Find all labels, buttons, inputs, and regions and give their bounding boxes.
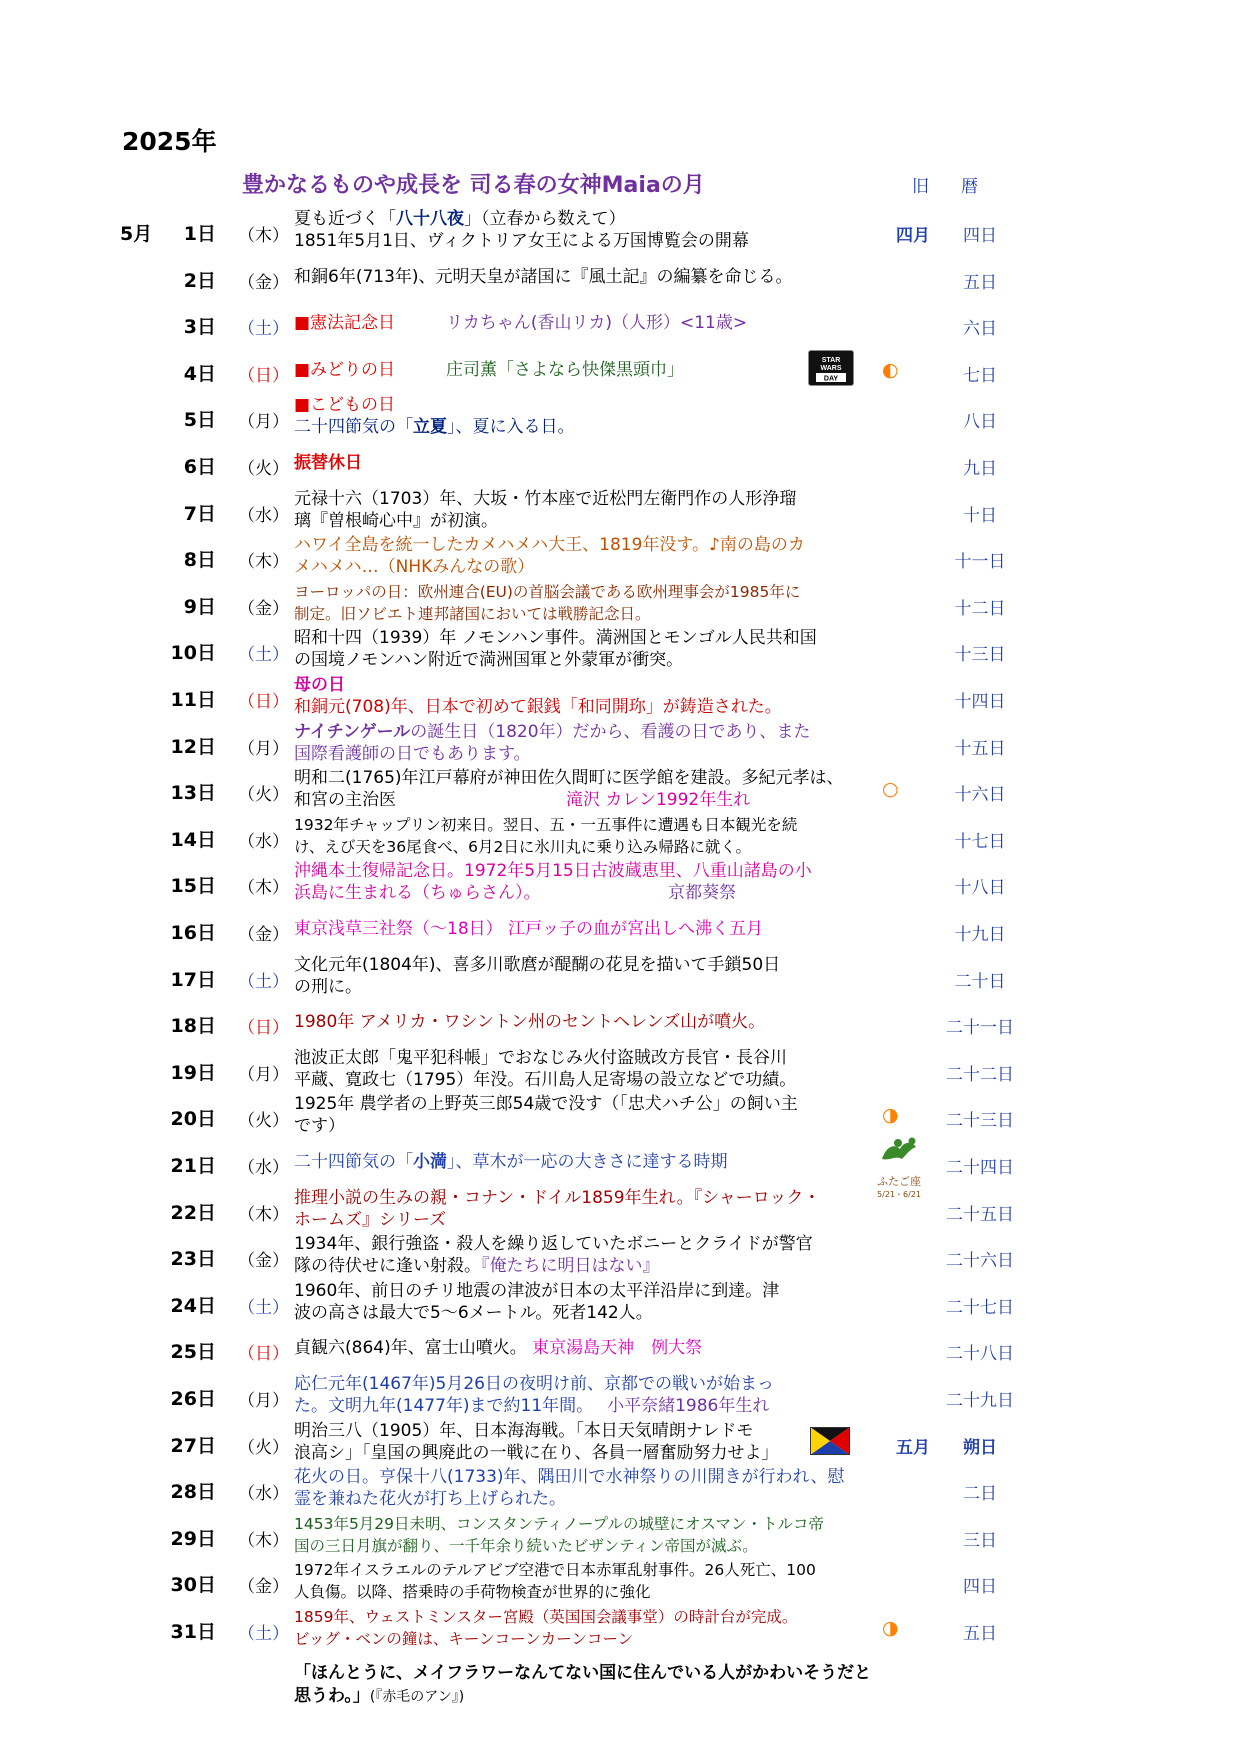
day-number: 17日 [170, 968, 216, 991]
event-segment: 」、草木が一応の大きさに達する時期 [447, 1152, 728, 1172]
event-segment: 立夏 [413, 417, 447, 438]
event-segment: 和銅6年(713年)、元明天皇が諸国に『風土記』の編纂を命じる。 [294, 266, 793, 287]
lunar-day: 二十六日 [946, 1251, 1014, 1272]
calendar-row [0, 393, 1240, 439]
lunar-day: 二十一日 [946, 1018, 1014, 1039]
lunar-day: 二日 [963, 1484, 997, 1505]
day-number: 21日 [170, 1155, 216, 1177]
event-segment: ヨーロッパの日：欧州連合(EU)の首脳会議である欧州理事会が1985年に [294, 582, 801, 601]
lunar-day: 朔日 [963, 1437, 997, 1458]
month-label: 5月 [120, 223, 153, 245]
event-line [294, 767, 874, 789]
event-segment: 波の高さは最大で5～6メートル。死者142人。 [294, 1302, 653, 1323]
weekday: （木） [238, 552, 289, 573]
event-line [294, 976, 874, 998]
event-text [294, 673, 874, 719]
event-segment: 国際看護師の日でもあります。 [294, 743, 531, 764]
event-line [294, 882, 874, 904]
event-line [294, 1420, 874, 1442]
event-text [294, 440, 874, 486]
event-text [294, 859, 874, 905]
day-number: 29日 [170, 1527, 216, 1550]
event-line [294, 534, 874, 556]
lunar-header-2: 暦 [961, 177, 978, 197]
lunar-month: 五月 [896, 1437, 930, 1458]
svg-text:DAY: DAY [823, 375, 839, 383]
event-line [294, 1395, 874, 1417]
calendar-row [0, 813, 1240, 859]
lunar-day: 二十日 [954, 971, 1006, 992]
day-number: 20日 [170, 1108, 216, 1131]
event-line [294, 1151, 874, 1173]
calendar-row [0, 1232, 1240, 1278]
calendar-row [0, 1605, 1240, 1651]
lunar-day: 十七日 [954, 831, 1006, 852]
event-text [294, 393, 874, 439]
event-line [294, 674, 874, 696]
event-line [294, 1466, 874, 1488]
event-line [294, 1069, 874, 1091]
lunar-day: 十九日 [954, 925, 1006, 945]
event-text [294, 1279, 874, 1325]
calendar-row [0, 580, 1240, 626]
event-text [294, 1139, 874, 1185]
weekday: （金） [238, 1251, 289, 1272]
calendar-row [0, 673, 1240, 719]
event-line [294, 394, 874, 416]
event-segment: 1851年5月1日、ヴィクトリア女王による万国博覧会の開幕 [294, 231, 749, 251]
day-number: 10日 [170, 642, 216, 665]
weekday: （金） [238, 925, 289, 945]
event-line [294, 918, 874, 940]
event-segment: 小満 [413, 1152, 447, 1172]
event-line [294, 1581, 874, 1603]
event-line [294, 452, 874, 474]
event-text [294, 999, 874, 1045]
lunar-day: 二十五日 [946, 1204, 1014, 1225]
weekday: （水） [238, 505, 289, 526]
quote-source: (『赤毛のアン』) [369, 1689, 465, 1705]
weekday: （木） [238, 226, 289, 246]
event-line [294, 208, 874, 230]
event-segment: 文化元年(1804年)、喜多川歌麿が醍醐の花見を描いて手鎖50日 [294, 954, 781, 975]
weekday: （月） [238, 1064, 289, 1085]
lunar-day: 七日 [963, 365, 997, 386]
event-segment: 貞観六(864)年、富士山噴火。 [294, 1338, 533, 1359]
event-text [294, 1186, 874, 1232]
calendar-row [0, 1186, 1240, 1232]
z-flag-icon [810, 1427, 850, 1459]
event-segment: け、えび天を36尾食べ、6月2日に氷川丸に乗り込み帰路に就く。 [294, 837, 752, 856]
day-number: 18日 [170, 1015, 216, 1038]
event-line [294, 1233, 874, 1255]
event-segment: メハメハ…（NHKみんなの歌） [294, 557, 535, 578]
lunar-day: 二十三日 [946, 1111, 1014, 1132]
event-segment: 沖縄本土復帰記念日。1972年5月15日古波蔵恵里、八重山諸島の小 [294, 861, 812, 882]
event-text [294, 720, 874, 766]
weekday: （金） [238, 598, 289, 619]
event-text [294, 1605, 874, 1651]
weekday: （木） [238, 878, 289, 899]
calendar-row [0, 533, 1240, 579]
event-segment: 人負傷。以降、搭乗時の手荷物検査が世界的に強化 [294, 1583, 651, 1602]
calendar-row [0, 254, 1240, 300]
calendar-row [0, 440, 1240, 486]
event-text [294, 487, 874, 533]
event-line [294, 627, 874, 649]
quote-line-2: 思うわ。」 [294, 1686, 370, 1706]
event-text [294, 1325, 874, 1371]
weekday: （火） [238, 459, 289, 479]
zodiac-label: ふたご座 [877, 1175, 921, 1188]
weekday: （土） [238, 645, 289, 666]
lunar-day: 二十四日 [946, 1158, 1014, 1178]
event-line [294, 789, 874, 811]
day-number: 22日 [170, 1201, 216, 1224]
event-text [294, 347, 874, 393]
event-line [294, 1628, 874, 1650]
day-number: 1日 [183, 223, 216, 245]
lunar-day: 三日 [963, 1530, 997, 1551]
calendar-row [0, 1465, 1240, 1511]
event-segment: 隊の待伏せに逢い射殺。 [294, 1256, 481, 1277]
svg-text:WARS: WARS [820, 364, 842, 372]
event-text [294, 300, 874, 346]
event-segment: 元禄十六（1703）年、大坂・竹本座で近松門左衛門作の人形浄瑠 [294, 488, 797, 509]
event-line [294, 356, 874, 381]
weekday: （水） [238, 831, 289, 852]
calendar-row [0, 1512, 1240, 1558]
event-segment: 明治三八（1905）年、日本海海戦。「本日天気晴朗ナレドモ [294, 1420, 754, 1441]
calendar-row [0, 766, 1240, 812]
lunar-day: 二十九日 [946, 1391, 1014, 1411]
event-segment: 1932年チャップリン初来日。翌日、五・一五事件に遭遇も日本観光を続 [294, 815, 798, 834]
event-line [294, 1011, 874, 1033]
event-segment: 」（立春から数えて） [464, 209, 626, 229]
event-segment: 二十四節気の「 [294, 417, 413, 438]
event-line [294, 860, 874, 882]
day-number: 30日 [170, 1574, 216, 1597]
weekday: （月） [238, 412, 289, 433]
event-line [294, 556, 874, 578]
event-segment: 1859年、ウェストミンスター宮殿（英国国会議事堂）の時計台が完成。 [294, 1608, 798, 1626]
event-segment: た。文明九年(1477年)まで約11年間。 [294, 1396, 585, 1416]
lunar-day: 十八日 [954, 878, 1006, 899]
event-text [294, 953, 874, 999]
weekday: （月） [238, 738, 289, 759]
event-segment: ■みどりの日 [294, 359, 396, 380]
weekday: （土） [238, 1297, 289, 1318]
event-line [294, 266, 874, 288]
calendar-row [0, 953, 1240, 999]
weekday: （木） [238, 1530, 289, 1551]
event-text [294, 1419, 874, 1465]
event-line [294, 721, 874, 743]
event-segment: 1980年 アメリカ・ワシントン州のセントヘレンズ山が噴火。 [294, 1012, 766, 1033]
weekday: （日） [238, 365, 289, 386]
weekday: （日） [238, 1018, 289, 1039]
day-number: 6日 [183, 456, 216, 478]
weekday: （火） [238, 785, 289, 806]
calendar-row [0, 300, 1240, 346]
lunar-header-1: 旧 [912, 177, 929, 197]
day-number: 3日 [183, 316, 216, 339]
event-segment: の誕生日（1820年）だから、看護の日であり、また [410, 721, 811, 742]
calendar-row [0, 1046, 1240, 1092]
lunar-day: 五日 [963, 272, 997, 293]
event-line [294, 1535, 874, 1557]
event-text [294, 906, 874, 952]
event-text [294, 254, 874, 300]
event-segment: 八十八夜 [396, 209, 464, 229]
event-segment: 池波正太郎「鬼平犯科帳」でおなじみ火付盗賊改方長官・長谷川 [294, 1047, 787, 1068]
event-line [294, 649, 874, 671]
event-line [294, 510, 874, 532]
calendar-row [0, 1092, 1240, 1138]
day-number: 9日 [183, 595, 216, 618]
event-segment: 花火の日。亨保十八(1733)年、隅田川で水神祭りの川開きが行われ、慰 [294, 1467, 845, 1488]
month-title: 豊かなるものや成長を 司る春の女神Maiaの月 [242, 173, 705, 198]
calendar-row [0, 1372, 1240, 1418]
day-number: 14日 [170, 828, 216, 851]
event-text [294, 1512, 874, 1558]
calendar-row [0, 1279, 1240, 1325]
event-line [294, 1373, 874, 1395]
calendar-row [0, 487, 1240, 533]
event-line [294, 312, 874, 334]
event-line [294, 1187, 874, 1209]
day-number: 27日 [170, 1434, 216, 1457]
event-line [294, 743, 874, 765]
event-line [294, 1513, 874, 1535]
event-segment: ビッグ・ベンの鐘は、キーンコーンカーンコーン [294, 1630, 634, 1648]
weekday: （土） [238, 319, 289, 340]
calendar-row [0, 1419, 1240, 1465]
event-text [294, 207, 874, 253]
day-number: 24日 [170, 1294, 216, 1317]
calendar-row [0, 999, 1240, 1045]
event-segment: 『俺たちに明日はない』 [481, 1256, 660, 1277]
day-number: 5日 [183, 409, 216, 432]
lunar-day: 十六日 [954, 785, 1006, 806]
lunar-day: 四日 [963, 1577, 997, 1598]
calendar-row [0, 859, 1240, 905]
event-segment: 京都葵祭 [532, 883, 736, 904]
event-line [294, 1488, 874, 1510]
lunar-day: 十五日 [954, 738, 1006, 759]
event-line [294, 581, 874, 603]
calendar-row [0, 720, 1240, 766]
weekday: （水） [238, 1484, 289, 1505]
event-segment: 振替休日 [294, 453, 362, 473]
weekday: （土） [238, 971, 289, 992]
day-number: 15日 [170, 875, 216, 898]
event-text [294, 813, 874, 859]
full-moon-icon: ○ [882, 778, 899, 801]
day-number: 16日 [170, 922, 216, 944]
event-text [294, 1465, 874, 1511]
day-number: 2日 [183, 269, 216, 292]
half-moon-icon: ◐ [882, 358, 899, 381]
lunar-day: 五日 [963, 1624, 997, 1644]
day-number: 11日 [170, 689, 216, 711]
event-segment: ナイチンゲール [294, 721, 411, 742]
event-segment: ■憲法記念日 [294, 313, 396, 334]
event-segment: 昭和十四（1939）年 ノモンハン事件。満洲国とモンゴル人民共和国 [294, 628, 817, 649]
event-line [294, 1606, 874, 1628]
event-segment: 庄司薫「さよなら快傑黒頭巾」 [395, 359, 685, 380]
event-line [294, 1093, 874, 1115]
event-segment: 和銅元(708)年、日本で初めて銀銭「和同開珎」が鋳造された。 [294, 697, 782, 717]
event-line [294, 1302, 874, 1324]
calendar-row [0, 1558, 1240, 1604]
day-number: 19日 [170, 1061, 216, 1084]
calendar-row [0, 1325, 1240, 1371]
lunar-day: 二十八日 [946, 1344, 1014, 1365]
weekday: （日） [238, 692, 289, 712]
calendar-row [0, 626, 1240, 672]
event-segment: 和宮の主治医 [294, 790, 396, 811]
event-segment: 応仁元年(1467年)5月26日の夜明け前、京都での戦いが始まっ [294, 1374, 774, 1394]
event-line [294, 1115, 874, 1137]
event-segment: 制定。旧ソビエト連邦諸国においては戦勝記念日。 [294, 604, 651, 623]
event-segment: 霊を兼ねた花火が打ち上げられた。 [294, 1489, 566, 1510]
quote [294, 1662, 884, 1709]
day-number: 12日 [170, 735, 216, 758]
event-line [294, 603, 874, 625]
weekday: （土） [238, 1624, 289, 1644]
lunar-day: 二十二日 [946, 1064, 1014, 1085]
event-line [294, 1047, 874, 1069]
event-text [294, 626, 874, 672]
event-segment: リカちゃん(香山リカ)（人形）<11歳> [395, 313, 748, 334]
zodiac-dates: 5/21・6/21 [877, 1190, 921, 1199]
event-line [294, 1280, 874, 1302]
lunar-day: 十三日 [954, 645, 1006, 666]
half-moon-icon: ◑ [882, 1104, 899, 1127]
event-segment: 明和二(1765)年江戸幕府が神田佐久間町に医学館を建設。多紀元孝は、 [294, 768, 844, 789]
event-segment: 母の日 [294, 675, 345, 695]
weekday: （火） [238, 1111, 289, 1132]
half-moon-icon: ◑ [882, 1617, 899, 1639]
event-line [294, 416, 874, 438]
event-line [294, 1255, 874, 1277]
event-text [294, 533, 874, 579]
event-segment: の国境ノモンハン附近で満洲国軍と外蒙軍が衝突。 [294, 650, 684, 671]
event-line [294, 814, 874, 836]
weekday: （月） [238, 1391, 289, 1411]
event-line [294, 696, 874, 718]
event-line [294, 1559, 874, 1581]
event-segment: 浪高シ」「皇国の興廃此の一戦に在り、各員一層奮励努力せよ」 [294, 1442, 779, 1463]
lunar-day: 九日 [963, 459, 997, 479]
event-text [294, 580, 874, 626]
lunar-day: 十二日 [954, 598, 1006, 619]
event-segment: 東京湯島天神 例大祭 [532, 1338, 703, 1359]
day-number: 25日 [170, 1341, 216, 1364]
weekday: （金） [238, 1577, 289, 1598]
day-number: 28日 [170, 1481, 216, 1504]
lunar-month: 四月 [896, 226, 930, 246]
event-segment: 1934年、銀行強盗・殺人を繰り返していたボニーとクライドが警官 [294, 1234, 813, 1255]
event-segment: 1960年、前日のチリ地震の津波が日本の太平洋沿岸に到達。津 [294, 1280, 780, 1301]
lunar-day: 十日 [963, 505, 997, 526]
lunar-day: 八日 [963, 412, 997, 433]
event-segment: 浜島に生まれる（ちゅらさん）。 [294, 883, 532, 904]
event-text [294, 1372, 874, 1418]
event-segment: です） [294, 1116, 345, 1137]
event-line [294, 1209, 874, 1231]
star-wars-day-logo [808, 350, 854, 386]
event-line [294, 954, 874, 976]
event-segment: 夏も近づく「 [294, 209, 396, 229]
event-segment: 璃『曽根崎心中』が初演。 [294, 510, 498, 531]
event-segment: 東京浅草三社祭（～18日） 江戸ッ子の血が宮出しへ沸く五月 [294, 919, 764, 939]
event-text [294, 766, 874, 812]
event-line [294, 1337, 874, 1359]
calendar-row [0, 347, 1240, 393]
calendar-row [0, 906, 1240, 952]
day-number: 26日 [170, 1388, 216, 1410]
event-segment: 1972年イスラエルのテルアビブ空港で日本赤軍乱射事件。26人死亡、100 [294, 1561, 816, 1580]
day-number: 31日 [170, 1621, 216, 1643]
event-text [294, 1092, 874, 1138]
svg-text:STAR: STAR [821, 356, 841, 364]
weekday: （金） [238, 272, 289, 293]
event-segment: 小平奈緒1986年生れ [584, 1396, 770, 1416]
day-number: 8日 [183, 549, 216, 572]
day-number: 23日 [170, 1248, 216, 1271]
event-segment: 推理小説の生みの親・コナン・ドイル1859年生れ。『シャーロック・ [294, 1187, 821, 1208]
event-segment: の刑に。 [294, 976, 362, 997]
day-number: 4日 [183, 362, 216, 385]
event-line [294, 1442, 874, 1464]
lunar-day: 十四日 [954, 692, 1006, 712]
event-segment: 平蔵、寛政七（1795）年没。石川島人足寄場の設立などで功績。 [294, 1069, 797, 1090]
event-segment: 1925年 農学者の上野英三郎54歳で没す（「忠犬ハチ公」の飼い主 [294, 1094, 798, 1115]
lunar-day: 二十七日 [946, 1297, 1014, 1318]
event-segment: 滝沢 カレン1992年生れ [396, 790, 751, 811]
event-segment: ハワイ全島を統一したカメハメハ大王、1819年没す。♪南の島のカ [294, 535, 805, 556]
event-segment: ホームズ』シリーズ [294, 1209, 447, 1230]
weekday: （日） [238, 1344, 289, 1365]
event-segment: ■こどもの日 [294, 395, 396, 416]
lunar-day: 十一日 [954, 552, 1006, 573]
event-text [294, 1046, 874, 1092]
event-line [294, 230, 874, 252]
day-number: 7日 [183, 502, 216, 525]
weekday: （木） [238, 1204, 289, 1225]
event-line [294, 836, 874, 858]
event-segment: 国の三日月旗が翻り、一千年余り続いたビザンティン帝国が滅ぶ。 [294, 1536, 758, 1555]
weekday: （水） [238, 1158, 289, 1178]
lunar-calendar-header [912, 172, 1010, 197]
event-text [294, 1558, 874, 1604]
event-segment: 二十四節気の「 [294, 1152, 413, 1172]
year-title: 2025年 [122, 127, 217, 156]
lunar-day: 六日 [963, 319, 997, 340]
event-text [294, 1232, 874, 1278]
calendar-row [0, 207, 1240, 253]
event-line [294, 488, 874, 510]
quote-line-1: 「ほんとうに、メイフラワーなんてない国に住んでいる人がかわいそうだと [294, 1663, 872, 1683]
day-number: 13日 [170, 782, 216, 805]
event-segment: 1453年5月29日未明、コンスタンティノープルの城壁にオスマン・トルコ帝 [294, 1514, 825, 1533]
lunar-day: 四日 [963, 226, 997, 246]
weekday: （火） [238, 1437, 289, 1458]
event-segment: 」、夏に入る日。 [447, 417, 575, 438]
